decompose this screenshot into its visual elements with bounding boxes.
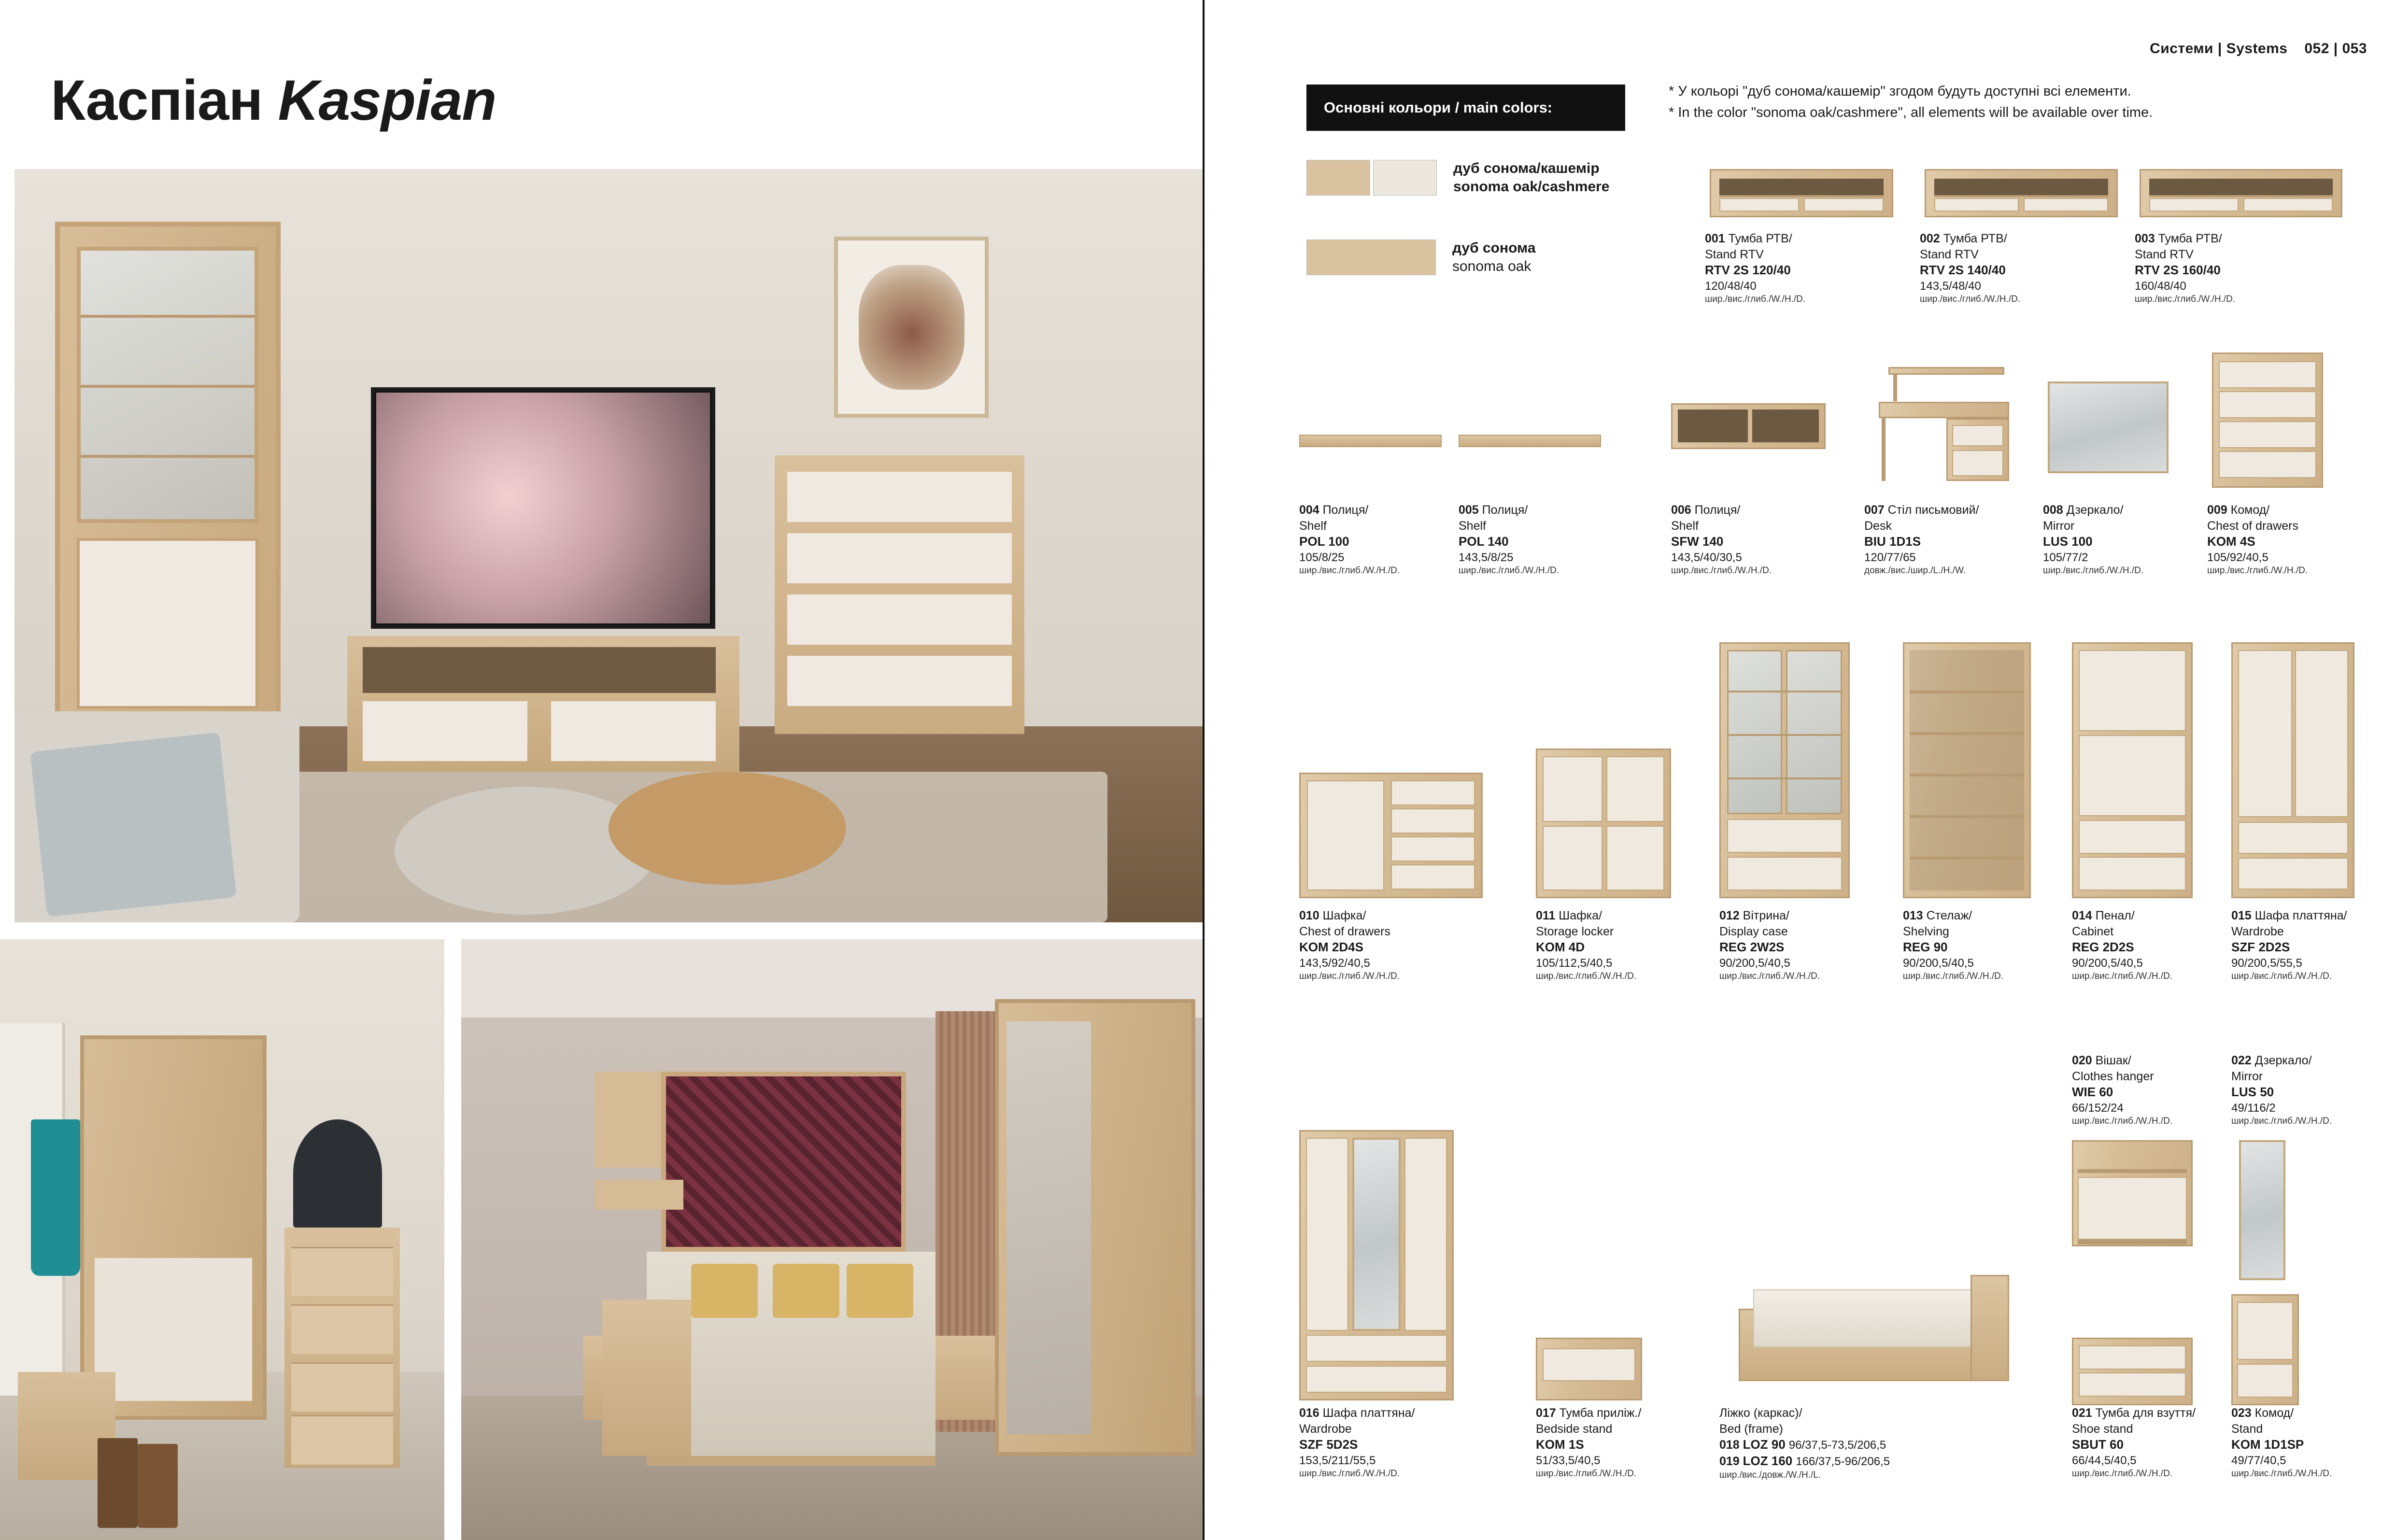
item-code: SZF 5D2S (1299, 1437, 1358, 1452)
item-dimensions: 90/200,5/40,5 (1719, 956, 1790, 970)
item-units: шир./вис./глиб./W./H./D. (1459, 565, 1560, 576)
item-dimensions: 143,5/48/40 (1920, 279, 1981, 293)
swatch-label-lat: sonoma oak/cashmere (1453, 178, 1610, 195)
item-units: шир./вис./довж./W./H./L. (1719, 1469, 1821, 1480)
item-name-lat: Stand RTV (1705, 247, 1764, 261)
swatch-sonoma-oak (1306, 239, 1536, 276)
item-code: SBUT 60 (2072, 1437, 2124, 1452)
bed-name-lat: Bed (frame) (1719, 1422, 1783, 1436)
item-name-cyr: Тумба РТВ/ (1943, 232, 2007, 245)
item-dimensions: 66/44,5/40,5 (2072, 1454, 2137, 1467)
chest-of-drawers (775, 455, 1024, 734)
item-dimensions: 66/152/24 (2072, 1101, 2124, 1115)
item-dimensions: 90/200,5/55,5 (2231, 956, 2302, 970)
product-bed-group[interactable] (1719, 1130, 2048, 1481)
item-name-lat: Stand RTV (1920, 247, 1979, 261)
product-021[interactable] (2072, 1275, 2217, 1480)
item-name-cyr: Полиця/ (1322, 503, 1369, 517)
item-number: 003 (2135, 232, 2155, 245)
header-systems: Системи | Systems (2150, 41, 2288, 57)
item-name-lat: Shelving (1903, 924, 1949, 938)
item-name-cyr: Шафка/ (1559, 909, 1602, 922)
availability-note (1669, 81, 2374, 123)
item-name-cyr: Тумба приліж./ (1559, 1406, 1642, 1420)
item-code: LOZ 160 (1743, 1453, 1793, 1468)
product-003[interactable] (2135, 159, 2347, 306)
item-number: 008 (2043, 503, 2063, 517)
hallway-wardrobe (80, 1035, 267, 1420)
page-header (2150, 41, 2367, 57)
item-dimensions: 96/37,5-73,5/206,5 (1788, 1439, 1886, 1452)
bed-name-cyr: Ліжко (каркас)/ (1719, 1406, 1802, 1420)
item-number: 015 (2231, 909, 2252, 922)
item-units: шир./вис./глиб./W./H./D. (2231, 1116, 2332, 1126)
product-002[interactable] (1920, 159, 2127, 306)
item-code: WIE 60 (2072, 1085, 2113, 1099)
item-code: BIU 1D1S (1864, 534, 1921, 549)
wardrobe-mirror (1007, 1021, 1091, 1434)
item-number: 002 (1920, 232, 1940, 245)
color-chip-sonoma-oak (1306, 240, 1436, 275)
main-colors-bar (1306, 85, 1625, 131)
product-007[interactable] (1864, 357, 2019, 577)
item-name-cyr: Вішак/ (2095, 1054, 2131, 1067)
item-units: шир./вис./глиб./W./H./D. (1920, 294, 2021, 304)
bedside-stand-right (936, 1336, 995, 1420)
product-006[interactable] (1671, 377, 1830, 577)
product-005[interactable] (1459, 386, 1603, 577)
photo-hallway (0, 939, 444, 1540)
item-name-lat: Bedside stand (1536, 1422, 1613, 1436)
product-023[interactable] (2231, 1236, 2376, 1480)
item-number: 010 (1299, 909, 1319, 922)
item-name-cyr: Дзеркало/ (2254, 1054, 2312, 1067)
page-title (51, 68, 496, 133)
item-units: шир./вис./глиб./W./H./D. (1299, 971, 1400, 981)
item-code: KOM 1D1SP (2231, 1437, 2304, 1452)
item-units: шир./вис./глиб./W./H./D. (2231, 1468, 2332, 1479)
item-number: 022 (2231, 1054, 2252, 1067)
item-name-lat: Shelf (1459, 519, 1486, 533)
item-number: 023 (2231, 1406, 2252, 1420)
item-number: 017 (1536, 1406, 1556, 1420)
color-chip-sonoma-oak (1306, 160, 1370, 196)
swatch-label-cyr: дуб сонома/кашемір (1453, 160, 1600, 176)
item-name-lat: Storage locker (1536, 924, 1614, 938)
item-code: KOM 4S (2207, 534, 2255, 549)
item-dimensions: 120/77/65 (1864, 551, 1916, 564)
item-number: 011 (1536, 909, 1556, 922)
item-name-lat: Cabinet (2072, 924, 2114, 938)
item-name-cyr: Шафка/ (1322, 909, 1366, 922)
item-units: шир./вис./глиб./W./H./D. (1536, 1468, 1637, 1479)
wall-shelf (595, 1180, 683, 1210)
item-name-lat: Shelf (1671, 519, 1699, 533)
item-number: 018 (1719, 1438, 1740, 1452)
item-number: 005 (1459, 503, 1479, 517)
item-dimensions: 105/92/40,5 (2207, 551, 2268, 564)
item-code: LUS 100 (2043, 534, 2093, 549)
cabinet-door (77, 538, 258, 709)
item-name-lat: Desk (1864, 519, 1892, 533)
item-dimensions: 160/48/40 (2135, 279, 2186, 293)
page-numbers: 052 | 053 (2304, 41, 2367, 57)
item-dimensions: 90/200,5/40,5 (1903, 956, 1974, 970)
pillow (847, 1264, 913, 1318)
coffee-table-wood (609, 772, 846, 885)
color-chip-cashmere (1373, 160, 1437, 196)
item-dimensions: 90/200,5/40,5 (2072, 956, 2143, 970)
product-010[interactable] (1299, 637, 1507, 983)
item-number: 004 (1299, 503, 1319, 517)
product-011[interactable] (1536, 637, 1700, 983)
television (371, 387, 715, 628)
item-units: шир./вис./глиб./W./H./D. (1671, 565, 1772, 576)
pillow (773, 1264, 839, 1318)
item-code: LOZ 90 (1743, 1437, 1786, 1452)
item-code: POL 140 (1459, 534, 1509, 549)
item-name-lat: Clothes hanger (2072, 1069, 2154, 1083)
bedroom-chest (602, 1300, 691, 1455)
headboard-panel (661, 1072, 906, 1252)
swatch-label-cyr: дуб сонома (1452, 240, 1536, 256)
item-units: шир./вис./глиб./W./H./D. (1705, 294, 1806, 304)
item-name-cyr: Тумба РТВ/ (2158, 232, 2222, 245)
item-code: SZF 2D2S (2231, 940, 2290, 954)
teal-coat (31, 1119, 80, 1275)
item-name-lat: Chest of drawers (2207, 519, 2298, 533)
item-name-cyr: Дзеркало/ (2066, 503, 2124, 517)
item-units: шир./вис./глиб./W./H./D. (2072, 1468, 2173, 1479)
item-number: 006 (1671, 503, 1691, 517)
item-name-lat: Display case (1719, 924, 1788, 938)
item-number: 020 (2072, 1054, 2092, 1067)
boot-left (98, 1438, 138, 1528)
item-dimensions: 105/8/25 (1299, 551, 1345, 564)
item-code: RTV 2S 120/40 (1705, 263, 1791, 277)
item-units: шир./вис./глиб./W./H./D. (1719, 971, 1820, 981)
note-line-cyr: * У кольорі "дуб сонома/кашемір" згодом будуть доступні всі елементи. (1669, 84, 2131, 99)
item-name-cyr: Комод/ (2230, 503, 2270, 517)
product-008[interactable] (2043, 367, 2188, 577)
item-name-lat: Wardrobe (1299, 1422, 1352, 1436)
item-units: шир./вис./глиб./W./H./D. (1903, 971, 2004, 981)
item-dimensions: 143,5/92/40,5 (1299, 956, 1370, 970)
item-units: шир./вис./глиб./W./H./D. (2231, 971, 2332, 981)
main-colors-label: Основні кольори / main colors: (1324, 99, 1553, 116)
product-001[interactable] (1705, 159, 1913, 306)
item-name-lat: Stand RTV (2135, 247, 2194, 261)
item-code: RTV 2S 160/40 (2135, 263, 2221, 277)
item-units: шир./вис./глиб./W./H./D. (2072, 971, 2173, 981)
item-name-cyr: Полиця/ (1482, 503, 1528, 517)
item-name-cyr: Комод/ (2254, 1406, 2294, 1420)
tv-stand (347, 636, 739, 772)
item-name-lat: Wardrobe (2231, 924, 2284, 938)
product-014[interactable] (2072, 637, 2217, 983)
item-name-lat: Shelf (1299, 519, 1327, 533)
title-cyrillic: Каспіан (51, 69, 263, 132)
swatch-sonoma-oak-cashmere (1306, 159, 1609, 196)
product-017[interactable] (1536, 1130, 1690, 1480)
photo-living-room (14, 169, 1203, 922)
item-name-lat: Chest of drawers (1299, 924, 1390, 938)
item-code: LUS 50 (2231, 1085, 2274, 1099)
item-code: REG 2W2S (1719, 940, 1785, 954)
item-number: 021 (2072, 1406, 2092, 1420)
item-units: довж./вис./шир./L./H./W. (1864, 565, 1966, 576)
hallway-chest (284, 1228, 400, 1468)
photo-bedroom (461, 939, 1203, 1540)
swatch-label-lat: sonoma oak (1452, 258, 1531, 274)
item-dimensions: 49/116/2 (2231, 1101, 2276, 1115)
item-name-cyr: Шафа платтяна/ (2254, 909, 2347, 922)
item-code: KOM 2D4S (1299, 940, 1363, 954)
item-number: 013 (1903, 909, 1923, 922)
item-name-lat: Mirror (2043, 519, 2075, 533)
item-code: RTV 2S 140/40 (1920, 263, 2006, 277)
item-units: шир./вис./глиб./W./H./D. (1299, 565, 1400, 576)
wall-art-frame (834, 237, 989, 417)
item-units: шир./вис./глиб./W./H./D. (1536, 971, 1637, 981)
item-name-cyr: Полиця/ (1694, 503, 1741, 517)
item-number: 016 (1299, 1406, 1319, 1420)
item-units: шир./вис./глиб./W./H./D. (2135, 294, 2236, 304)
item-code: KOM 4D (1536, 940, 1585, 954)
item-name-cyr: Тумба РТВ/ (1728, 232, 1792, 245)
item-units: шир./вис./глиб./W./H./D. (1299, 1468, 1400, 1479)
item-dimensions: 105/112,5/40,5 (1536, 956, 1613, 970)
note-line-lat: * In the color "sonoma oak/cashmere", all elements will be available over time. (1669, 104, 2153, 120)
item-name-cyr: Вітрина/ (1743, 909, 1789, 922)
throw-blanket (30, 732, 236, 917)
product-013[interactable] (1903, 637, 2057, 983)
item-number: 019 (1719, 1454, 1740, 1468)
wall-shelf (595, 1072, 661, 1168)
coffee-table-stone (395, 787, 656, 915)
item-name-lat: Shoe stand (2072, 1422, 2133, 1436)
product-012[interactable] (1719, 637, 1884, 983)
product-016[interactable] (1299, 1130, 1507, 1480)
item-name-lat: Stand (2231, 1422, 2263, 1436)
item-number: 014 (2072, 909, 2092, 922)
item-units: шир./вис./глиб./W./H./D. (2207, 565, 2308, 576)
pillow (691, 1264, 758, 1318)
item-name-cyr: Пенал/ (2095, 909, 2135, 922)
item-name-cyr: Тумба для взуття/ (2095, 1406, 2196, 1420)
boot-right (138, 1444, 178, 1528)
item-dimensions: 51/33,5/40,5 (1536, 1454, 1601, 1467)
item-units: шир./вис./глиб./W./H./D. (2043, 565, 2144, 576)
item-code: SFW 140 (1671, 534, 1724, 549)
item-code: REG 2D2S (2072, 940, 2134, 954)
item-number: 001 (1705, 232, 1725, 245)
item-units: шир./вис./глиб./W./H./D. (2072, 1116, 2173, 1126)
product-015[interactable] (2231, 637, 2381, 983)
item-name-cyr: Шафа платтяна/ (1322, 1406, 1415, 1420)
item-name-cyr: Стелаж/ (1926, 909, 1972, 922)
floor-lamp (293, 1119, 382, 1228)
item-dimensions: 49/77/40,5 (2231, 1454, 2286, 1467)
product-020[interactable] (2072, 1053, 2217, 1295)
item-number: 009 (2207, 503, 2227, 517)
display-cabinet (55, 222, 281, 734)
item-dimensions: 105/77/2 (2043, 551, 2088, 564)
title-latin: Kaspian (278, 69, 496, 132)
item-dimensions: 143,5/40/30,5 (1671, 551, 1742, 564)
product-004[interactable] (1299, 386, 1444, 577)
product-009[interactable] (2207, 338, 2362, 577)
item-dimensions: 153,5/211/55,5 (1299, 1454, 1376, 1467)
item-number: 012 (1719, 909, 1740, 922)
item-number: 007 (1864, 503, 1885, 517)
item-code: POL 100 (1299, 534, 1349, 549)
glass-doors (77, 247, 258, 523)
item-name-cyr: Стіл письмовий/ (1887, 503, 1979, 517)
item-code: REG 90 (1903, 940, 1948, 954)
item-name-lat: Mirror (2231, 1069, 2263, 1083)
item-dimensions: 143,5/8/25 (1459, 551, 1514, 564)
item-dimensions: 166/37,5-96/206,5 (1796, 1455, 1890, 1468)
item-code: KOM 1S (1536, 1437, 1584, 1452)
bedroom-wardrobe (995, 999, 1195, 1455)
item-dimensions: 120/48/40 (1705, 279, 1757, 293)
